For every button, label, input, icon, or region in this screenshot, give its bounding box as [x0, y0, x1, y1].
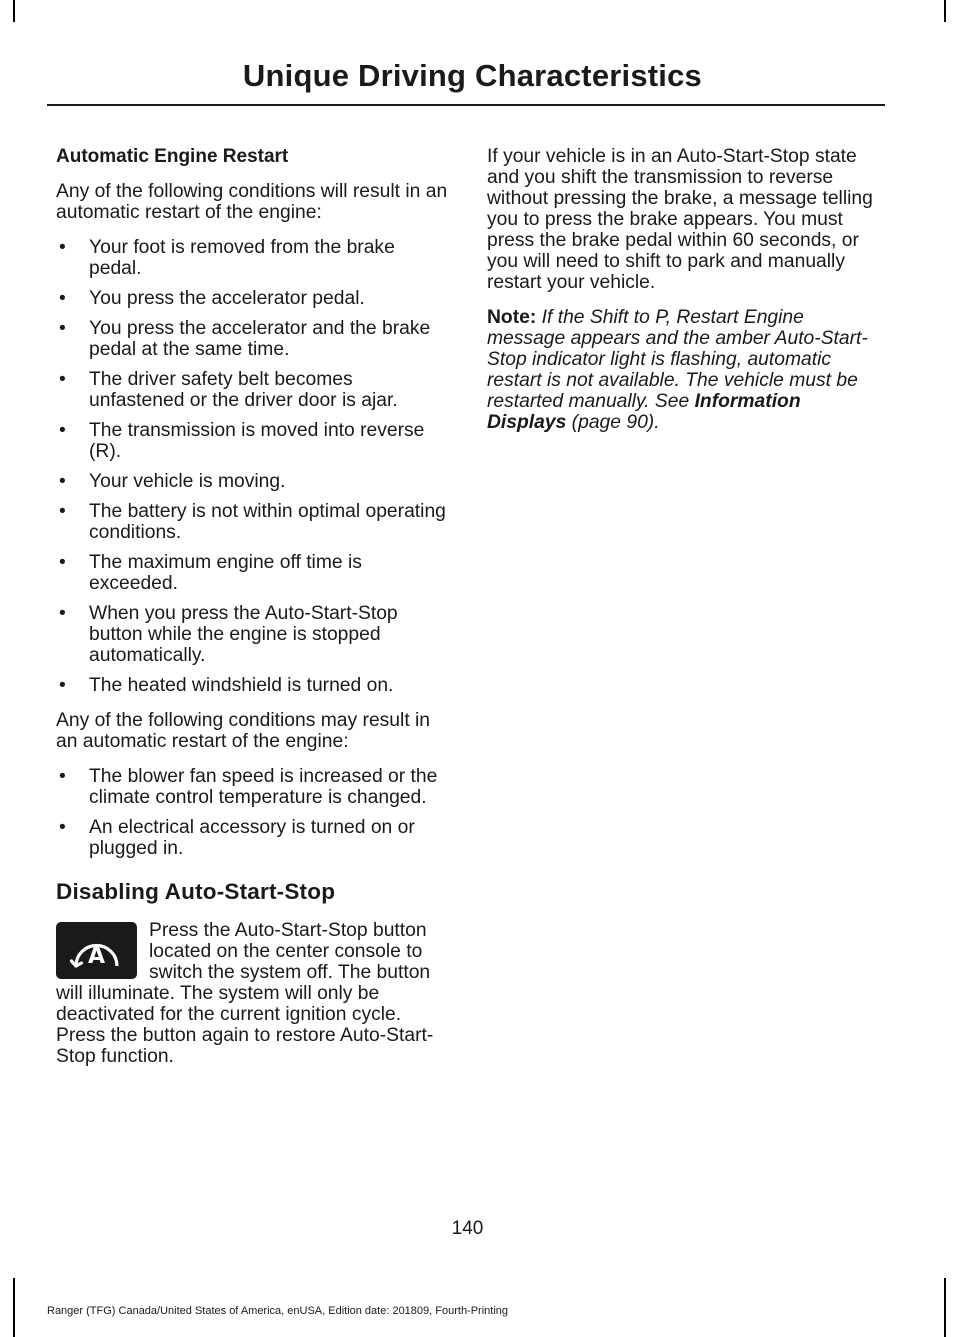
- may-restart-list: [56, 766, 448, 859]
- list-item: • Your vehicle is moving.: [56, 471, 448, 492]
- disable-text: Press the Auto-Start-Stop button located on the center console to switch the system off. The button will illuminate. The system will only be deactivated for the current ignition cycle. Press the button again to restore Auto-Start-Stop function.: [56, 920, 434, 1067]
- list-item: • The driver safety belt becomes unfastened or the driver door is ajar.: [56, 369, 448, 411]
- list-item: • The transmission is moved into reverse (R).: [56, 420, 448, 462]
- disable-paragraph: [56, 920, 448, 1067]
- right-column: [487, 146, 882, 447]
- page-title: Unique Driving Characteristics: [242, 58, 702, 93]
- page-number: 140: [451, 1218, 484, 1239]
- crop-mark-top-right: [944, 0, 946, 22]
- list-item: • Your foot is removed from the brake pedal.: [56, 237, 448, 279]
- information-displays-link[interactable]: Information Displays: [487, 391, 801, 433]
- list-item: • The maximum engine off time is exceeded.: [56, 552, 448, 594]
- will-intro-paragraph: Any of the following conditions will result in an automatic restart of the engine:: [56, 181, 448, 223]
- shift-paragraph: If your vehicle is in an Auto-Start-Stop state and you shift the transmission to reverse without pressing the brake, a message telling you to press the brake appears. You must press the brake pedal within 60 seconds, or you will need to shift to park and manually restart your vehicle.: [487, 146, 873, 293]
- list-item: • The battery is not within optimal operating conditions.: [56, 501, 448, 543]
- note-text: If the Shift to P, Restart Engine message appears and the amber Auto-Start-Stop indicator light is flashing, automatic restart is not available. The vehicle must be restarted manually. See: [487, 307, 868, 412]
- list-item: • You press the accelerator and the brake pedal at the same time.: [56, 318, 448, 360]
- icon-letter: A: [87, 944, 106, 969]
- list-item: • An electrical accessory is turned on or plugged in.: [56, 817, 448, 859]
- may-intro-paragraph: Any of the following conditions may result in an automatic restart of the engine:: [56, 710, 431, 752]
- note-label: Note:: [487, 307, 537, 328]
- note-paragraph: [487, 307, 882, 433]
- section-heading-restart: Automatic Engine Restart: [56, 146, 289, 167]
- will-restart-list: [56, 237, 448, 696]
- note-end: .: [654, 412, 660, 433]
- crop-mark-top-left: [13, 0, 15, 22]
- list-item: • The blower fan speed is increased or the climate control temperature is changed.: [56, 766, 448, 808]
- list-item: • The heated windshield is turned on.: [56, 675, 448, 696]
- title-divider: [47, 104, 885, 106]
- auto-start-stop-icon: [56, 922, 137, 979]
- edition-footer: Ranger (TFG) Canada/United States of America, enUSA, Edition date: 201809, Fourth-Printing: [47, 1305, 509, 1317]
- list-item: • When you press the Auto-Start-Stop button while the engine is stopped automatically.: [56, 603, 448, 666]
- note-page-ref: (page 90): [566, 412, 655, 433]
- left-column: [56, 146, 448, 1067]
- crop-mark-bottom-right: [944, 1278, 946, 1337]
- section-heading-disabling: Disabling Auto-Start-Stop: [56, 879, 336, 904]
- crop-mark-bottom-left: [13, 1278, 15, 1337]
- list-item: • You press the accelerator pedal.: [56, 288, 448, 309]
